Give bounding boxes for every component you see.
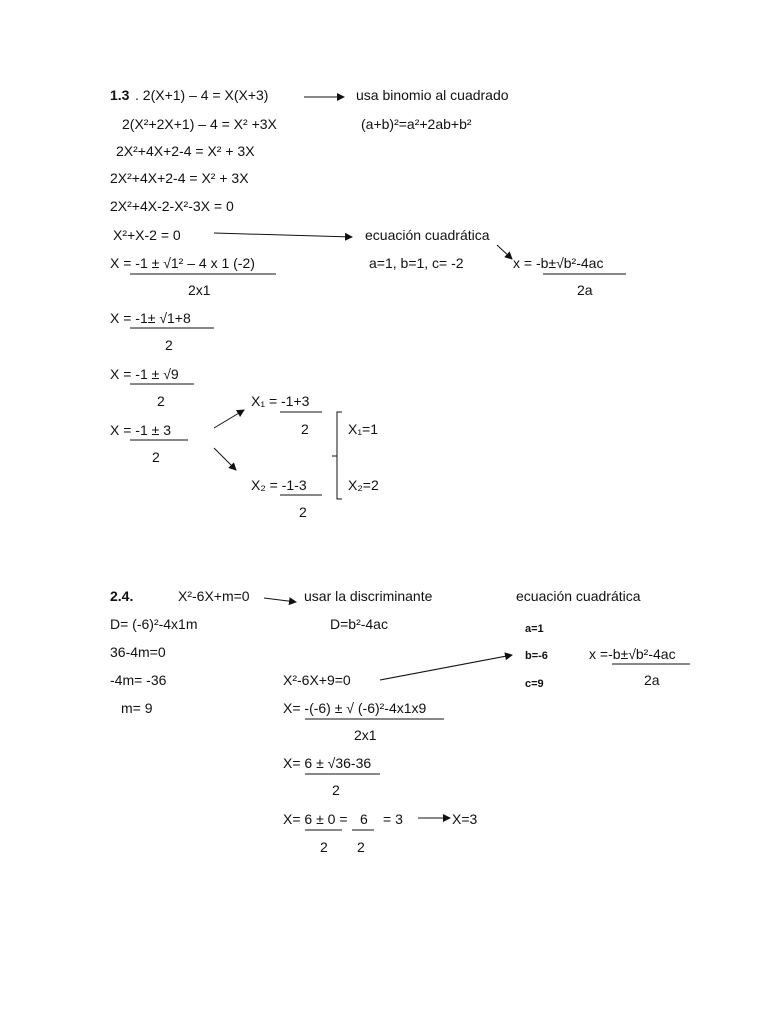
step-4: 2X²+4X-2-X²-3X = 0: [110, 198, 234, 214]
quadratic-step-1-denominator: 2x1: [188, 282, 211, 298]
quadratic-2-step-3: X= 6 ± 0 =: [283, 811, 348, 827]
result-root-1: X₁=1: [348, 421, 379, 437]
binomio-formula: (a+b)²=a²+2ab+b²: [361, 116, 472, 132]
quadratic-2-step-3-simplified: 6: [360, 811, 368, 827]
arrow-cuadratica-1: [214, 233, 352, 237]
coefficient-a: a=1: [525, 623, 544, 635]
root-2-denominator: 2: [299, 504, 307, 520]
result-brace: [332, 412, 342, 499]
quadratic-step-1-numerator: X = -1 ± √1² – 4 x 1 (-2): [110, 255, 255, 271]
arrow-root-2: [214, 448, 236, 470]
coefficients-1: a=1, b=1, c= -2: [369, 255, 464, 271]
discriminant-step-2: 36-4m=0: [110, 644, 166, 660]
root-2-numerator: X₂ = -1-3: [251, 477, 307, 493]
discriminant-step-1: D= (-6)²-4x1m: [110, 616, 198, 632]
equation-1-3: . 2(X+1) – 4 = X(X+3): [135, 87, 269, 103]
step-3: 2X²+4X+2-4 = X² + 3X: [110, 170, 249, 186]
coefficient-c: c=9: [525, 678, 544, 690]
section-number-2-4: 2.4.: [110, 588, 134, 604]
quadratic-step-3-denominator: 2: [157, 393, 165, 409]
general-formula-numerator-2: x =-b±√b²-4ac: [589, 646, 676, 662]
quadratic-step-3-numerator: X = -1 ± √9: [110, 366, 179, 382]
section-number-1-3: 1.3: [110, 87, 130, 103]
root-1-denominator: 2: [301, 421, 309, 437]
quadratic-2-step-3-denominator-1: 2: [320, 839, 328, 855]
step-5: X²+X-2 = 0: [113, 227, 181, 243]
step-1: 2(X²+2X+1) – 4 = X² +3X: [122, 116, 277, 132]
arrow-discriminante: [264, 598, 296, 602]
hint-binomio: usa binomio al cuadrado: [356, 87, 509, 103]
step-2: 2X²+4X+2-4 = X² + 3X: [116, 143, 255, 159]
label-ecuacion-cuadratica-1: ecuación cuadrática: [365, 227, 490, 243]
arrow-root-1: [214, 410, 244, 428]
arrow-formula-1: [497, 245, 512, 259]
hint-discriminante: usar la discriminante: [304, 588, 433, 604]
quadratic-2-step-3-value: = 3: [383, 811, 403, 827]
quadratic-2-step-2-numerator: X= 6 ± √36-36: [283, 755, 372, 771]
general-formula-denominator-1: 2a: [577, 282, 593, 298]
equation-2-4: X²-6X+m=0: [178, 588, 250, 604]
coefficient-b: b=-6: [525, 650, 548, 662]
quadratic-step-4-numerator: X = -1 ± 3: [110, 422, 171, 438]
discriminant-step-4: m= 9: [121, 700, 153, 716]
discriminant-step-3: -4m= -36: [110, 672, 167, 688]
general-formula-denominator-2: 2a: [644, 672, 660, 688]
arrow-coefficients: [380, 655, 512, 680]
final-result: X=3: [452, 811, 478, 827]
quadratic-2-step-1-denominator: 2x1: [354, 727, 377, 743]
root-1-numerator: X₁ = -1+3: [251, 393, 310, 409]
general-formula-numerator-1: x = -b±√b²-4ac: [513, 255, 604, 271]
quadratic-step-2-denominator: 2: [165, 337, 173, 353]
quadratic-2-step-1-numerator: X= -(-6) ± √ (-6)²-4x1x9: [283, 700, 427, 716]
quadratic-2-step-3-denominator-2: 2: [357, 839, 365, 855]
discriminant-formula: D=b²-4ac: [330, 616, 388, 632]
equation-substituted: X²-6X+9=0: [283, 672, 351, 688]
quadratic-step-2-numerator: X = -1± √1+8: [110, 310, 191, 326]
quadratic-2-step-2-denominator: 2: [332, 782, 340, 798]
result-root-2: X₂=2: [348, 477, 379, 493]
quadratic-step-4-denominator: 2: [152, 449, 160, 465]
label-ecuacion-cuadratica-2: ecuación cuadrática: [516, 588, 641, 604]
